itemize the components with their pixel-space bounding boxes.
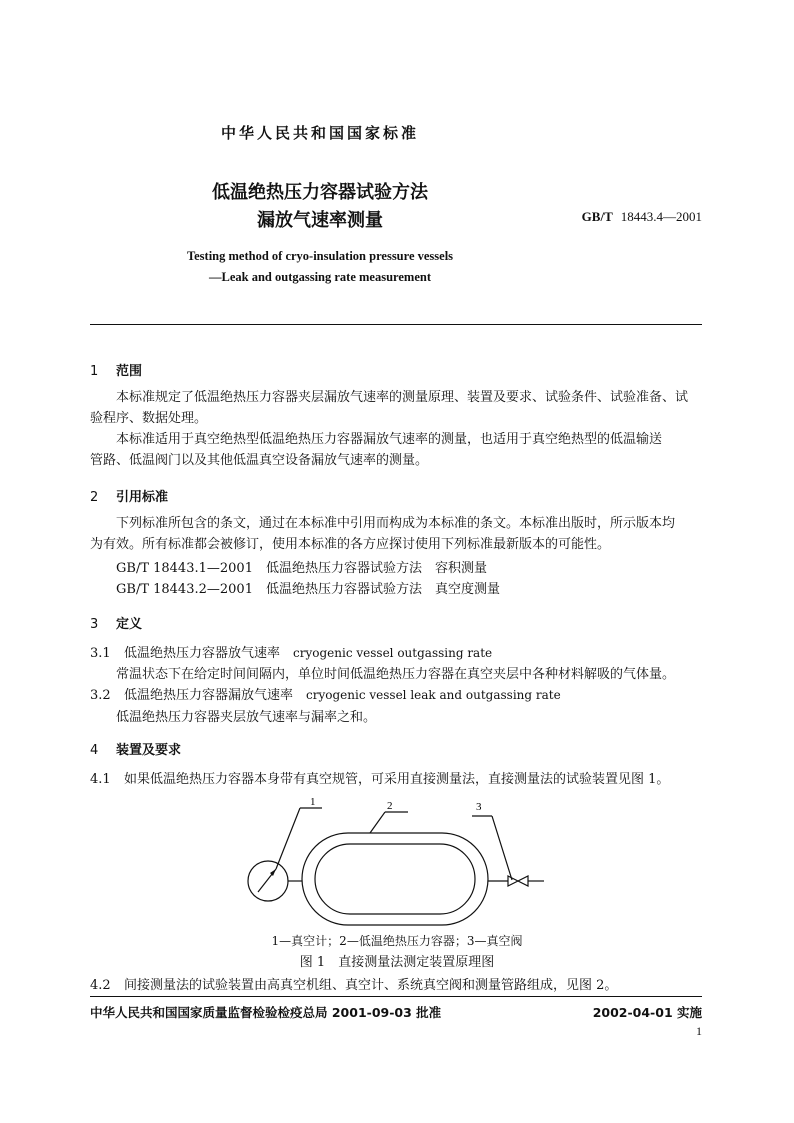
implementation-date: 2002-04-01 实施	[592, 1005, 702, 1020]
approval-statement: 中华人民共和国国家质量监督检验检疫总局 2001-09-03 批准	[90, 1005, 442, 1020]
figure-1-caption: 图 1 直接测量法测定装置原理图	[299, 955, 495, 970]
definition-3-2-term: 3.2 低温绝热压力容器漏放气速率 cryogenic vessel leak and outgassing rate	[90, 688, 561, 703]
english-title-line2: —Leak and outgassing rate measurement	[209, 270, 431, 284]
vacuum-gauge-icon	[248, 861, 288, 901]
document-title-line2: 漏放气速率测量	[257, 210, 383, 231]
section-2-paragraph: 下列标准所包含的条文，通过在本标准中引用而构成为本标准的条文。本标准出版时，所示版本均 为有效。所有标准都会被修订，使用本标准的各方应探讨使用下列标准最新版本的可能性。	[90, 516, 676, 552]
standard-number	[582, 209, 702, 225]
figure-label-3: 3	[476, 801, 482, 813]
english-title-line1: Testing method of cryo-insulation pressure vessels	[186, 249, 454, 263]
leader-line-1	[276, 808, 300, 869]
vessel-inner-wall	[315, 844, 475, 914]
standard-code: 18443.4—2001	[620, 209, 702, 224]
vessel-outer-wall	[302, 833, 488, 925]
footer-rule	[90, 996, 702, 997]
clause-4-2: 4.2 间接测量法的试验装置由高真空机组、真空计、系统真空阀和测量管路组成，见图 2。	[90, 978, 618, 993]
leader-line-3	[492, 816, 512, 880]
section-4-heading: 4 装置及要求	[90, 743, 182, 758]
section-3-heading: 3 定义	[90, 617, 143, 632]
figure-1-diagram	[230, 796, 560, 932]
figure-label-2: 2	[387, 800, 393, 812]
reference-item-1: GB/T 18443.1—2001 低温绝热压力容器试验方法 容积测量	[116, 561, 487, 576]
leader-line-2	[370, 812, 385, 833]
standard-prefix: GB/T	[581, 209, 613, 224]
section-1-paragraph-2: 本标准适用于真空绝热型低温绝热压力容器漏放气速率的测量，也适用于真空绝热型的低温输送 管路、低温阀门以及其他低温真空设备漏放气速率的测量。	[90, 432, 663, 468]
section-2-heading: 2 引用标准	[90, 490, 169, 505]
section-1-paragraph-1: 本标准规定了低温绝热压力容器夹层漏放气速率的测量原理、装置及要求、试验条件、试验准备、试 验程序、数据处理。	[90, 390, 689, 426]
document-title-line1: 低温绝热压力容器试验方法	[212, 182, 428, 203]
header-rule	[90, 324, 702, 325]
figure-1-legend: 1—真空计；2—低温绝热压力容器；3—真空阀	[271, 934, 523, 948]
nation-standard-heading: 中华人民共和国国家标准	[220, 124, 419, 142]
page-number: 1	[696, 1024, 702, 1038]
section-1-heading: 1 范围	[90, 364, 143, 379]
footer	[90, 1003, 702, 1021]
figure-label-1: 1	[310, 796, 316, 808]
reference-item-2: GB/T 18443.2—2001 低温绝热压力容器试验方法 真空度测量	[116, 582, 500, 597]
definition-3-2-text: 低温绝热压力容器夹层放气速率与漏率之和。	[116, 710, 377, 725]
clause-4-1: 4.1 如果低温绝热压力容器本身带有真空规管，可采用直接测量法，直接测量法的试验装置见图 1。	[90, 772, 670, 787]
vacuum-valve-icon	[508, 876, 528, 886]
definition-3-1-text: 常温状态下在给定时间间隔内，单位时间低温绝热压力容器在真空夹层中各种材料解吸的气体量。	[116, 667, 676, 682]
definition-3-1-term: 3.1 低温绝热压力容器放气速率 cryogenic vessel outgassing rate	[90, 646, 493, 661]
